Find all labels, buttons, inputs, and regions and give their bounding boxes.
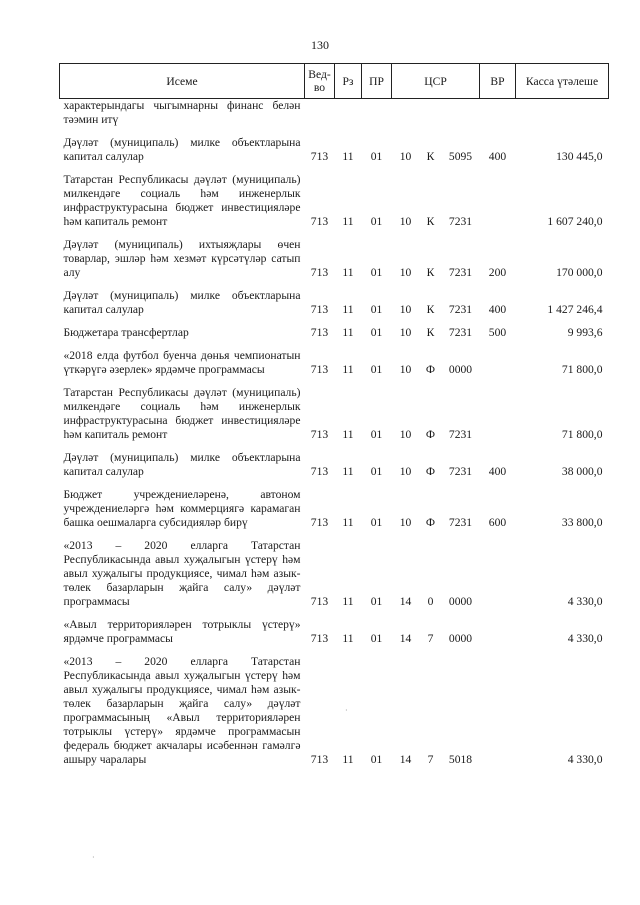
row-rz: 11 (342, 428, 354, 441)
row-csr-subprogram: 7 (427, 632, 434, 645)
row-vr (480, 386, 516, 442)
table-row (60, 618, 609, 646)
header-pr: ПР (362, 64, 392, 99)
row-vr (480, 618, 516, 646)
row-csr-program: 10 (399, 465, 412, 478)
row-csr-direction: 7231 (448, 303, 473, 316)
row-vr: 600 (488, 516, 507, 529)
table-row (60, 289, 609, 317)
row-csr-direction: 7231 (448, 428, 473, 441)
row-spacer (60, 229, 609, 238)
row-vedo: 713 (310, 428, 329, 441)
row-rz: 11 (342, 465, 354, 478)
row-vr: 400 (488, 150, 507, 163)
row-spacer (60, 530, 609, 539)
row-csr-direction: 7231 (448, 266, 473, 279)
row-name: Татарстан Республикасы дәүләт (муниципаль) милкендәге социаль һәм инженерлык инфраструктурасына бюджет инвестицияләре һәм капиталь ремонт (63, 386, 301, 441)
table-row (60, 173, 609, 229)
row-spacer (60, 377, 609, 386)
table-row (60, 326, 609, 340)
row-vedo: 713 (310, 326, 329, 339)
row-csr-subprogram: К (426, 150, 435, 163)
row-vedo: 713 (310, 753, 329, 766)
table-row (60, 451, 609, 479)
table-row (60, 539, 609, 609)
header-vedo: Вед-во (305, 64, 335, 99)
row-name: «Авыл территорияләрен тотрыклы үстерү» ярдәмче программасы (63, 618, 301, 645)
table-row (60, 238, 609, 280)
row-csr-program: 14 (399, 753, 412, 766)
row-vedo: 713 (310, 266, 329, 279)
row-spacer (60, 609, 609, 618)
row-spacer (60, 479, 609, 488)
page-number: 130 (311, 38, 329, 52)
row-spacer (60, 164, 609, 173)
row-csr-subprogram: К (426, 326, 435, 339)
row-pr: 01 (370, 753, 383, 766)
row-amount: 4 330,0 (567, 632, 603, 645)
row-csr-direction: 5095 (448, 150, 473, 163)
row-spacer (60, 442, 609, 451)
row-name: Дәүләт (муниципаль) милке объектларына капитал салулар (63, 451, 301, 478)
row-rz: 11 (342, 363, 354, 376)
table-row (60, 655, 609, 767)
table-row (60, 488, 609, 530)
row-csr-direction (442, 99, 480, 128)
row-csr-subprogram: Ф (425, 363, 436, 376)
row-csr-program: 14 (399, 595, 412, 608)
row-csr-direction: 0000 (448, 595, 473, 608)
row-rz: 11 (342, 753, 354, 766)
row-csr-program: 10 (399, 428, 412, 441)
row-csr-program: 10 (399, 363, 412, 376)
row-amount: 1 607 240,0 (547, 215, 603, 228)
row-amount: 130 445,0 (556, 150, 603, 163)
row-name: «2013 – 2020 елларга Татарстан Республикасында авыл хуҗалыгын үстерү һәм авыл хуҗалыгы продукциясе, чимал һәм азык-төлек базарларын җайга салу» дәүләт программасының «Авыл территорияләрен тотрыклы үстерү» ярдәмче программасын федераль бюджет акчалары исәбеннән гамәлгә ашыру чаралары (63, 655, 301, 766)
row-vr (480, 99, 516, 128)
row-pr: 01 (370, 215, 383, 228)
budget-table (59, 63, 609, 767)
row-rz: 11 (342, 516, 354, 529)
row-name: Дәүләт (муниципаль) милке объектларына капитал салулар (63, 136, 301, 163)
row-csr-direction: 0000 (448, 632, 473, 645)
row-pr: 01 (370, 266, 383, 279)
row-name: Дәүләт (муниципаль) ихтыяҗлары өчен товарлар, эшләр һәм хезмәт күрсәтүләр сатып алу (63, 238, 301, 279)
row-pr: 01 (370, 363, 383, 376)
table-row (60, 99, 609, 128)
row-pr: 01 (370, 326, 383, 339)
row-csr-program: 10 (399, 303, 412, 316)
row-csr-direction: 0000 (448, 363, 473, 376)
row-vedo: 713 (310, 150, 329, 163)
row-amount: 9 993,6 (567, 326, 603, 339)
row-rz: 11 (342, 303, 354, 316)
header-kassa: Касса үтәлеше (516, 64, 609, 99)
row-name: Бюджет учреждениеләренә, автоном учреждениеләргә һәм коммерциягә карамаган башка оешмаларга субсидияләр бирү (63, 488, 301, 529)
row-csr-direction: 7231 (448, 215, 473, 228)
row-amount: 38 000,0 (561, 465, 603, 478)
row-csr-direction: 5018 (448, 753, 473, 766)
row-vedo: 713 (310, 363, 329, 376)
row-amount: 33 800,0 (561, 516, 603, 529)
table-row (60, 136, 609, 164)
row-csr-subprogram: Ф (425, 428, 436, 441)
row-vr: 500 (488, 326, 507, 339)
row-amount: 4 330,0 (567, 595, 603, 608)
row-spacer (60, 317, 609, 326)
row-amount: 71 800,0 (561, 363, 603, 376)
row-amount: 1 427 246,4 (547, 303, 603, 316)
row-pr (362, 99, 392, 128)
row-vr (480, 539, 516, 609)
table-row (60, 349, 609, 377)
row-csr-program: 10 (399, 326, 412, 339)
row-rz: 11 (342, 595, 354, 608)
row-vr: 400 (488, 465, 507, 478)
row-csr-program: 10 (399, 266, 412, 279)
row-name: «2018 елда футбол буенча дөнья чемпионатын үткәрүгә әзерлек» ярдәмче программасы (63, 349, 301, 376)
row-csr-program (392, 99, 420, 128)
row-pr: 01 (370, 303, 383, 316)
row-pr: 01 (370, 150, 383, 163)
row-pr: 01 (370, 516, 383, 529)
row-name: Татарстан Республикасы дәүләт (муниципаль) милкендәге социаль һәм инженерлык инфраструктурасына бюджет инвестицияләре һәм капиталь ремонт (63, 173, 301, 228)
row-spacer (60, 127, 609, 136)
row-rz: 11 (342, 215, 354, 228)
row-name: Дәүләт (муниципаль) милке объектларына капитал салулар (63, 289, 301, 316)
row-vedo: 713 (310, 465, 329, 478)
row-vr: 400 (488, 303, 507, 316)
row-vedo: 713 (310, 595, 329, 608)
row-vr: 200 (488, 266, 507, 279)
row-csr-direction: 7231 (448, 465, 473, 478)
row-spacer (60, 646, 609, 655)
row-pr: 01 (370, 465, 383, 478)
row-name: «2013 – 2020 елларга Татарстан Республикасында авыл хуҗалыгын үстерү һәм авыл хуҗалыгы продукциясе, чимал һәм азык-төлек базарларын җайга салу» дәүләт программасы (63, 539, 301, 608)
row-rz: 11 (342, 266, 354, 279)
header-csr: ЦСР (392, 64, 480, 99)
header-rz: Рз (335, 64, 362, 99)
row-name: характерындагы чыгымнарны финанс белән тәэмин итү (63, 99, 301, 126)
row-csr-direction: 7231 (448, 516, 473, 529)
row-csr-subprogram: К (426, 303, 435, 316)
row-vedo: 713 (310, 516, 329, 529)
row-csr-program: 10 (399, 516, 412, 529)
row-vr (480, 173, 516, 229)
table-header-row (60, 64, 609, 99)
row-vr (480, 349, 516, 377)
row-spacer (60, 340, 609, 349)
row-csr-program: 10 (399, 215, 412, 228)
header-name: Исеме (60, 64, 305, 99)
row-pr: 01 (370, 428, 383, 441)
row-vedo: 713 (310, 215, 329, 228)
row-csr-subprogram: Ф (425, 516, 436, 529)
header-vr: ВР (480, 64, 516, 99)
row-amount: 170 000,0 (556, 266, 603, 279)
row-csr-program: 14 (399, 632, 412, 645)
row-csr-subprogram: Ф (425, 465, 436, 478)
row-amount: 71 800,0 (561, 428, 603, 441)
row-csr-subprogram: К (426, 215, 435, 228)
scan-speck: · (345, 706, 348, 715)
row-csr-direction: 7231 (448, 326, 473, 339)
row-csr-subprogram: 0 (427, 595, 434, 608)
row-csr-subprogram (420, 99, 442, 128)
table-row (60, 386, 609, 442)
row-vr (480, 655, 516, 767)
row-vedo: 713 (310, 303, 329, 316)
row-vedo: 713 (310, 632, 329, 645)
row-rz: 11 (342, 150, 354, 163)
row-spacer (60, 280, 609, 289)
row-rz: 11 (342, 632, 354, 645)
row-vedo (305, 99, 335, 128)
scan-speck: · (92, 853, 95, 862)
row-rz: 11 (342, 326, 354, 339)
row-pr: 01 (370, 632, 383, 645)
table-body (60, 99, 609, 768)
row-amount: 4 330,0 (567, 753, 603, 766)
row-rz (335, 99, 362, 128)
row-pr: 01 (370, 595, 383, 608)
row-csr-subprogram: 7 (427, 753, 434, 766)
row-amount (516, 99, 609, 128)
row-csr-program: 10 (399, 150, 412, 163)
row-csr-subprogram: К (426, 266, 435, 279)
row-name: Бюджетара трансфертлар (63, 326, 189, 339)
